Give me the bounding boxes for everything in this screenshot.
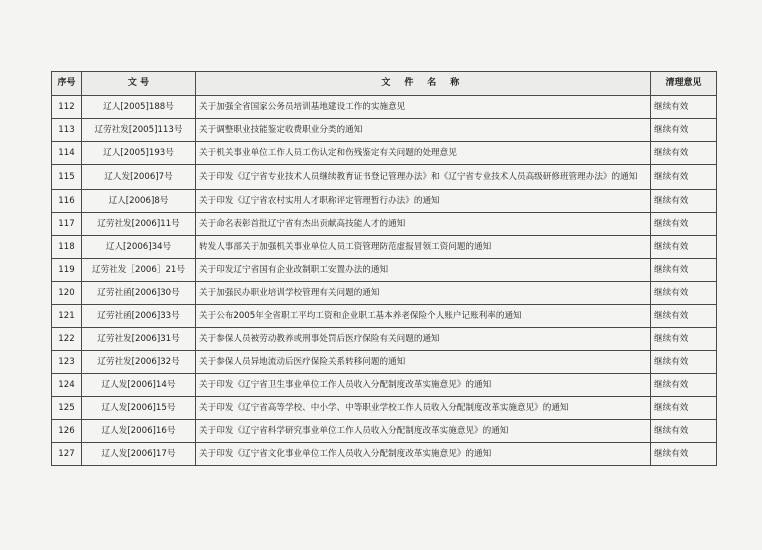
row-opinion: 继续有效: [651, 328, 717, 351]
row-docno: 辽人[2005]188号: [82, 96, 196, 119]
row-num: 121: [52, 305, 82, 328]
table-row: [52, 420, 717, 443]
row-title: 关于印发《辽宁省专业技术人员继续教育证书登记管理办法》和《辽宁省专业技术人员高级研修班管理办法》的通知: [196, 165, 651, 190]
table-row: [52, 96, 717, 119]
header-title: 文 件 名 称: [196, 72, 651, 96]
row-opinion: 继续有效: [651, 397, 717, 420]
table-row: [52, 351, 717, 374]
row-num: 112: [52, 96, 82, 119]
table-row: [52, 328, 717, 351]
row-title: 关于印发《辽宁省卫生事业单位工作人员收入分配制度改革实施意见》的通知: [196, 374, 651, 397]
row-num: 125: [52, 397, 82, 420]
row-opinion: 继续有效: [651, 96, 717, 119]
table-row: [52, 374, 717, 397]
row-docno: 辽人发[2006]16号: [82, 420, 196, 443]
row-title: 关于印发《辽宁省高等学校、中小学、中等职业学校工作人员收入分配制度改革实施意见》的通知: [196, 397, 651, 420]
table-row: [52, 213, 717, 236]
table-row: [52, 142, 717, 165]
row-opinion: 继续有效: [651, 374, 717, 397]
table-row: [52, 282, 717, 305]
row-opinion: 继续有效: [651, 142, 717, 165]
table-header-row: [52, 72, 717, 96]
row-opinion: 继续有效: [651, 282, 717, 305]
row-docno: 辽人发[2006]14号: [82, 374, 196, 397]
table-row: [52, 259, 717, 282]
row-num: 116: [52, 190, 82, 213]
row-docno: 辽人发[2006]7号: [82, 165, 196, 190]
table-row: [52, 305, 717, 328]
document-table: [51, 71, 717, 466]
row-num: 117: [52, 213, 82, 236]
row-num: 124: [52, 374, 82, 397]
header-docno: 文 号: [82, 72, 196, 96]
row-num: 126: [52, 420, 82, 443]
row-docno: 辽劳社发［2006］21号: [82, 259, 196, 282]
row-opinion: 继续有效: [651, 213, 717, 236]
table-row: [52, 165, 717, 190]
row-title: 关于印发《辽宁省科学研究事业单位工作人员收入分配制度改革实施意见》的通知: [196, 420, 651, 443]
row-opinion: 继续有效: [651, 443, 717, 466]
row-opinion: 继续有效: [651, 190, 717, 213]
row-docno: 辽劳社函[2006]33号: [82, 305, 196, 328]
row-title: 关于印发《辽宁省农村实用人才职称评定管理暂行办法》的通知: [196, 190, 651, 213]
row-num: 113: [52, 119, 82, 142]
row-opinion: 继续有效: [651, 351, 717, 374]
row-num: 118: [52, 236, 82, 259]
row-docno: 辽人[2006]8号: [82, 190, 196, 213]
row-title: 关于公布2005年全省职工平均工资和企业职工基本养老保险个人账户记账利率的通知: [196, 305, 651, 328]
row-opinion: 继续有效: [651, 305, 717, 328]
table-row: [52, 119, 717, 142]
row-num: 127: [52, 443, 82, 466]
row-title: 关于加强全省国家公务员培训基地建设工作的实施意见: [196, 96, 651, 119]
row-docno: 辽劳社发[2006]32号: [82, 351, 196, 374]
table-row: [52, 190, 717, 213]
row-opinion: 继续有效: [651, 236, 717, 259]
row-title: 关于印发辽宁省国有企业改制职工安置办法的通知: [196, 259, 651, 282]
row-num: 119: [52, 259, 82, 282]
row-docno: 辽人[2005]193号: [82, 142, 196, 165]
row-docno: 辽人发[2006]17号: [82, 443, 196, 466]
row-title: 关于参保人员被劳动教养或刑事处罚后医疗保险有关问题的通知: [196, 328, 651, 351]
row-num: 122: [52, 328, 82, 351]
row-docno: 辽劳社发[2006]31号: [82, 328, 196, 351]
row-title: 关于命名表彰首批辽宁省有杰出贡献高技能人才的通知: [196, 213, 651, 236]
row-num: 115: [52, 165, 82, 190]
row-title: 关于印发《辽宁省文化事业单位工作人员收入分配制度改革实施意见》的通知: [196, 443, 651, 466]
row-title: 关于机关事业单位工作人员工伤认定和伤残鉴定有关问题的处理意见: [196, 142, 651, 165]
row-opinion: 继续有效: [651, 259, 717, 282]
row-opinion: 继续有效: [651, 119, 717, 142]
row-docno: 辽劳社发[2006]11号: [82, 213, 196, 236]
table-row: [52, 443, 717, 466]
row-title: 关于调整职业技能鉴定收费职业分类的通知: [196, 119, 651, 142]
table-row: [52, 236, 717, 259]
row-docno: 辽人[2006]34号: [82, 236, 196, 259]
row-title: 关于参保人员异地流动后医疗保险关系转移问题的通知: [196, 351, 651, 374]
row-docno: 辽劳社函[2006]30号: [82, 282, 196, 305]
row-opinion: 继续有效: [651, 420, 717, 443]
table-body: [52, 96, 717, 466]
row-docno: 辽人发[2006]15号: [82, 397, 196, 420]
row-num: 123: [52, 351, 82, 374]
row-title: 转发人事部关于加强机关事业单位人员工资管理防范虚报冒领工资问题的通知: [196, 236, 651, 259]
header-num: 序号: [52, 72, 82, 96]
row-opinion: 继续有效: [651, 165, 717, 190]
header-opinion: 清理意见: [651, 72, 717, 96]
row-num: 120: [52, 282, 82, 305]
table-row: [52, 397, 717, 420]
row-docno: 辽劳社发[2005]113号: [82, 119, 196, 142]
row-title: 关于加强民办职业培训学校管理有关问题的通知: [196, 282, 651, 305]
row-num: 114: [52, 142, 82, 165]
